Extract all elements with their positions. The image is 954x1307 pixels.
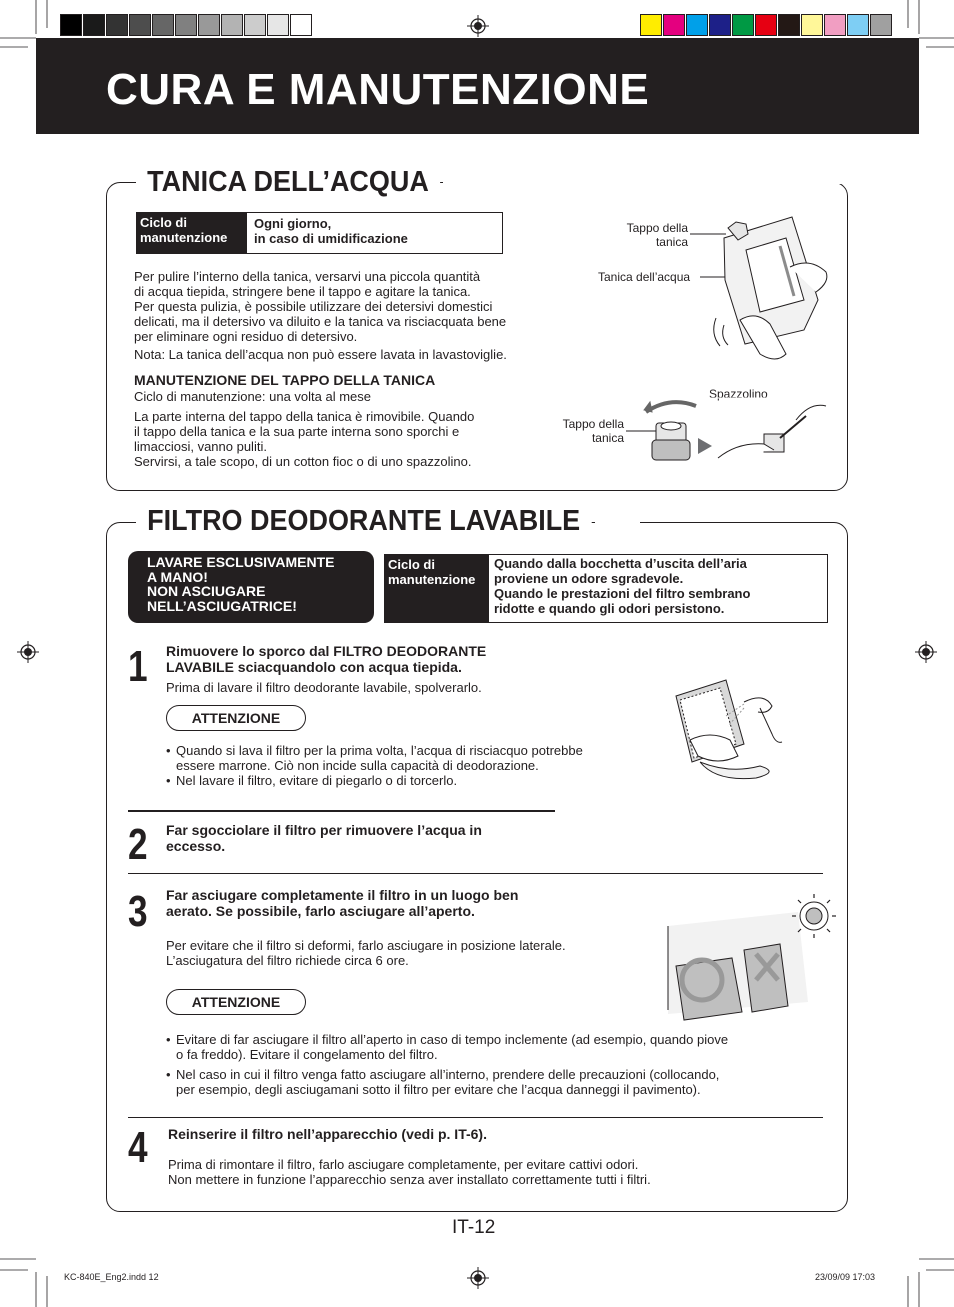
step-4-title: Reinserire il filtro nell’apparecchio (vedi p. IT-6). <box>168 1126 487 1142</box>
text-line: Nel lavare il filtro, evitare di piegarlo o di torcerlo. <box>176 773 458 788</box>
tank-figure-label-cap <box>590 221 688 249</box>
bullet: • <box>166 1032 171 1047</box>
text-line: Quando si lava il filtro per la prima volta, l’acqua di risciacquo potrebbe <box>176 743 583 758</box>
text-line: essere marrone. Ciò non incide sulla capacità di deodorazione. <box>176 758 539 773</box>
text-line: La parte interna del tappo della tanica è rimovibile. Quando <box>134 409 475 424</box>
page-title: CURA E MANUTENZIONE <box>106 65 650 114</box>
text-line: aerato. Se possibile, farlo asciugare all’aperto. <box>166 903 475 919</box>
step-3-title <box>166 887 518 919</box>
tank-cycle-value-1: Ogni giorno, <box>254 216 332 231</box>
step-1-title <box>166 643 486 675</box>
registration-mark-left <box>17 641 39 663</box>
step-3-divider <box>128 1117 823 1118</box>
tank-section-title: TANICA DELL’ACQUA <box>136 168 440 197</box>
tank-note: Nota: La tanica dell’acqua non può essere lavata in lavastoviglie. <box>134 347 507 362</box>
text-line: Rimuovere lo sporco dal FILTRO DEODORANTE <box>166 643 487 659</box>
filter-section-title: FILTRO DEODORANTE LAVABILE <box>136 507 591 536</box>
text-line: Far sgocciolare il filtro per rimuovere l’acqua in <box>166 822 482 838</box>
text-line: Per questa pulizia, è possibile utilizzare dei detersivi domestici <box>134 299 493 314</box>
filter-title-gap <box>595 521 640 524</box>
step-1-bullets <box>166 743 646 788</box>
registration-mark-right <box>915 641 937 663</box>
footer-file-info: KC-840E_Eng2.indd 12 <box>64 1272 159 1282</box>
step-3-number: 3 <box>128 887 148 936</box>
text-line: Quando le prestazioni del filtro sembrano <box>494 586 751 601</box>
tank-figure-label-tank: Tanica dell’acqua <box>598 270 691 284</box>
filter-cycle-label-1: Ciclo di <box>388 557 435 572</box>
step-2-number: 2 <box>128 820 148 869</box>
filter-panel <box>106 522 848 1212</box>
tank-title-line <box>443 181 846 184</box>
tank-figure-label-brush: Spazzolino <box>709 387 768 401</box>
text-line: Evitare di far asciugare il filtro all’aperto in caso di tempo inclemente (ad esempio, quando piove <box>176 1032 729 1047</box>
bullet: • <box>166 743 171 758</box>
text-line: tanica <box>591 431 624 445</box>
text-line: proviene un odore sgradevole. <box>494 571 684 586</box>
step-1-attention-badge: ATTENZIONE <box>166 705 306 731</box>
tank-cap-cycle: Ciclo di manutenzione: una volta al mese <box>134 389 372 404</box>
text-line: LAVARE ESCLUSIVAMENTE <box>147 554 335 570</box>
tank-cap-paragraph <box>134 409 554 469</box>
step-1-divider <box>128 810 555 812</box>
tank-figure-label-cap-2 <box>548 417 624 445</box>
step-2-divider <box>128 873 823 874</box>
text-line: Per evitare che il filtro si deformi, farlo asciugare in posizione laterale. <box>166 938 566 953</box>
tank-cycle-label-1: Ciclo di <box>140 215 187 230</box>
step-3-text <box>166 938 566 968</box>
text-line: Quando dalla bocchetta d’uscita dell’aria <box>494 556 747 571</box>
registration-mark-bottom <box>467 1267 489 1289</box>
tank-paragraph <box>134 269 584 362</box>
tank-cycle-value-2: in caso di umidificazione <box>254 231 408 246</box>
tank-cycle-box <box>136 212 503 254</box>
text-line: delicati, ma il detersivo va diluito e la tanica va risciacquata bene <box>134 314 507 329</box>
text-line: di acqua tiepida, stringere bene il tappo e agitare la tanica. <box>134 284 471 299</box>
step-2-title <box>166 822 482 854</box>
text-line: Prima di rimontare il filtro, farlo asciugare completamente, per evitare cattivi odori. <box>168 1157 639 1172</box>
text-line: Far asciugare completamente il filtro in un luogo ben <box>166 887 519 903</box>
text-line: L’asciugatura del filtro richiede circa 6 ore. <box>166 953 409 968</box>
bullet: • <box>166 1067 171 1082</box>
filter-cycle-label-2: manutenzione <box>388 572 476 587</box>
text-line: tanica <box>655 235 688 249</box>
text-line: limacciosi, vanno puliti. <box>134 439 267 454</box>
registration-mark-top <box>467 15 489 37</box>
step-4-number: 4 <box>128 1123 148 1172</box>
step-3-attention-badge: ATTENZIONE <box>166 989 306 1015</box>
text-line: Per pulire l’interno della tanica, versarvi una piccola quantità <box>134 269 481 284</box>
step-3-bullets <box>166 1032 816 1097</box>
step-1-text: Prima di lavare il filtro deodorante lavabile, spolverarlo. <box>166 680 482 695</box>
filter-cycle-box <box>384 554 828 623</box>
page-header <box>36 38 919 134</box>
text-line: NELL’ASCIUGATRICE! <box>147 597 297 614</box>
text-line: Non mettere in funzione l’apparecchio senza aver installato correttamente tutti i filtri. <box>168 1172 651 1187</box>
text-line: Tappo della <box>626 221 688 235</box>
text-line: A MANO! <box>147 568 208 585</box>
filter-warning-box <box>128 551 374 623</box>
step-4-text <box>168 1157 651 1187</box>
text-line: per esempio, degli asciugamani sotto il filtro per evitare che l’acqua danneggi il pavimento). <box>176 1082 701 1097</box>
text-line: NON ASCIUGARE <box>147 583 266 599</box>
tank-cycle-label-2: manutenzione <box>140 230 228 245</box>
text-line: per eliminare ogni residuo di detersivo. <box>134 329 358 344</box>
text-line: Nel caso in cui il filtro venga fatto asciugare all’interno, prendere delle precauzioni (collocando, <box>176 1067 720 1082</box>
text-line: o fa freddo). Evitare il congelamento del filtro. <box>176 1047 438 1062</box>
text-line: Tappo della <box>562 417 624 431</box>
tank-cap-heading: MANUTENZIONE DEL TAPPO DELLA TANICA <box>134 372 436 388</box>
text-line: il tappo della tanica e la sua parte interna sono sporchi e <box>134 424 460 439</box>
text-line: ridotte e quando gli odori persistono. <box>494 601 725 616</box>
text-line: LAVABILE sciacquandolo con acqua tiepida. <box>166 659 462 675</box>
text-line: Servirsi, a tale scopo, di un cotton fioc o di uno spazzolino. <box>134 454 472 469</box>
bullet: • <box>166 773 171 788</box>
step-1-number: 1 <box>128 642 148 691</box>
page-number: IT-12 <box>452 1217 496 1238</box>
footer-date-info: 23/09/09 17:03 <box>815 1272 876 1282</box>
text-line: eccesso. <box>166 838 226 854</box>
